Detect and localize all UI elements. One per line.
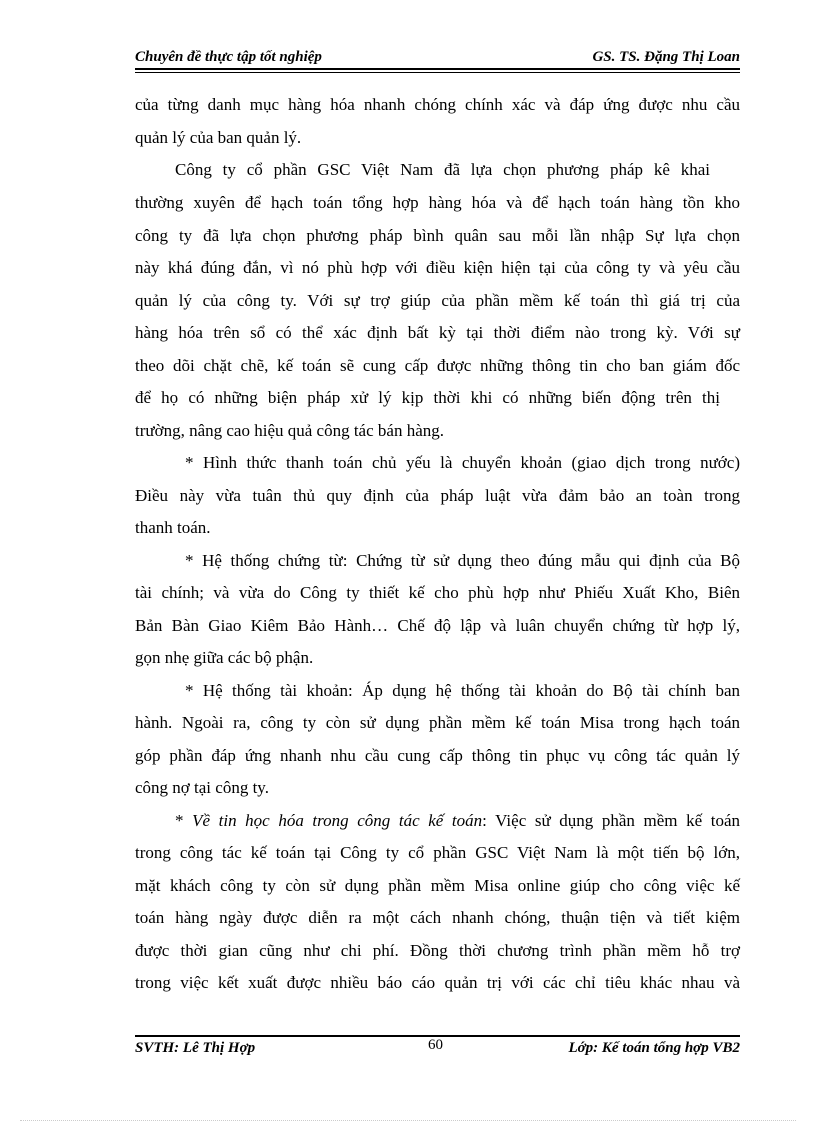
body-line: hàng hóa trên sổ có thể xác định bất kỳ tại thời điểm nào trong kỳ. Với sự (135, 323, 740, 342)
body-line: Điều này vừa tuân thủ quy định của pháp luật vừa đảm bảo an toàn trong (135, 486, 740, 505)
body-line: góp phần đáp ứng nhanh nhu cầu cung cấp thông tin phục vụ công tác quản lý (135, 746, 740, 765)
body-line: quản lý của công ty. Với sự trợ giúp của phần mềm kế toán thì giá trị của (135, 291, 740, 310)
body-line: được thời gian cũng như chi phí. Đồng thời chương trình phần mềm hỗ trợ (135, 941, 740, 960)
body-line: của từng danh mục hàng hóa nhanh chóng chính xác và đáp ứng được nhu cầu (135, 95, 740, 114)
body-line (175, 811, 740, 831)
body-line: * Hệ thống tài khoản: Áp dụng hệ thống tài khoản do Bộ tài chính ban (185, 681, 740, 700)
body-line: để họ có những biện pháp xử lý kịp thời khi có những biến động trên thị (135, 388, 720, 407)
page-bottom-edge (20, 1120, 796, 1121)
body-line: Bản Bàn Giao Kiêm Bảo Hành… Chế độ lập và luân chuyển chứng từ hợp lý, (135, 616, 740, 635)
section-lead-italic: Về tin học hóa trong công tác kế toán (192, 811, 483, 830)
body-line: toán hàng ngày được diễn ra một cách nhanh chóng, thuận tiện và tiết kiệm (135, 908, 740, 927)
body-line: thường xuyên để hạch toán tổng hợp hàng hóa và để hạch toán hàng tồn kho (135, 193, 740, 212)
body-text: : Việc sử dụng phần mềm kế toán (482, 811, 741, 830)
body-line: tài chính; và vừa do Công ty thiết kế cho phù hợp như Phiếu Xuất Kho, Biên (135, 583, 740, 602)
body-line: * Hình thức thanh toán chủ yếu là chuyển khoản (giao dịch trong nước) (185, 453, 740, 472)
body-line: này khá đúng đắn, vì nó phù hợp với điều kiện hiện tại của công ty và yêu cầu (135, 258, 740, 277)
body-line: quản lý của ban quản lý. (135, 128, 302, 147)
footer-class: Lớp: Kế toán tổng hợp VB2 (568, 1040, 740, 1056)
header-rule (135, 72, 740, 73)
page-header (135, 48, 740, 70)
header-author: GS. TS. Đặng Thị Loan (592, 49, 740, 65)
header-title: Chuyên đề thực tập tốt nghiệp (135, 49, 322, 65)
body-line: công nợ tại công ty. (135, 778, 269, 797)
body-line: theo dõi chặt chẽ, kế toán sẽ cung cấp được những thông tin cho ban giám đốc (135, 356, 740, 375)
bullet-marker: * (175, 811, 193, 830)
page-number: 60 (428, 1037, 443, 1053)
body-line: trong việc kết xuất được nhiều báo cáo quản trị với các chỉ tiêu khác nhau và (135, 973, 740, 992)
body-line: công ty đã lựa chọn phương pháp bình quân sau mỗi lần nhập Sự lựa chọn (135, 226, 740, 245)
body-line: trường, nâng cao hiệu quả công tác bán hàng. (135, 421, 444, 440)
body-line: * Hệ thống chứng từ: Chứng từ sử dụng theo đúng mẫu qui định của Bộ (185, 551, 740, 570)
body-line: Công ty cổ phần GSC Việt Nam đã lựa chọn phương pháp kê khai (175, 160, 710, 179)
body-line: trong công tác kế toán tại Công ty cổ phần GSC Việt Nam là một tiến bộ lớn, (135, 843, 740, 862)
body-line: hành. Ngoài ra, công ty còn sử dụng phần mềm kế toán Misa trong hạch toán (135, 713, 740, 732)
body-line: thanh toán. (135, 518, 211, 537)
footer-student: SVTH: Lê Thị Hợp (135, 1040, 256, 1056)
body-line: gọn nhẹ giữa các bộ phận. (135, 648, 314, 667)
body-line: mặt khách công ty còn sử dụng phần mềm Misa online giúp cho công việc kế (135, 876, 740, 895)
